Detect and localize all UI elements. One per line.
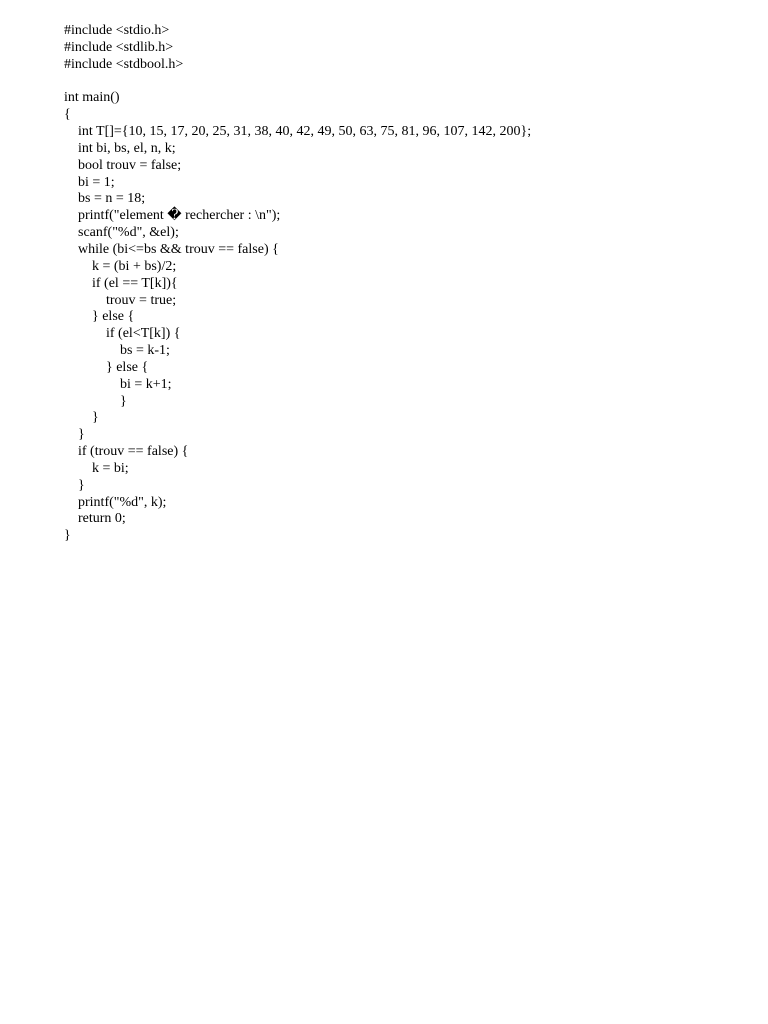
code-line-k-bi: k = bi; <box>64 460 129 476</box>
code-line-bi-assign: bi = 1; <box>64 174 115 190</box>
code-line-inner-else: } else { <box>64 359 149 375</box>
code-line-trouv-true: trouv = true; <box>64 292 177 308</box>
code-line-include-stdlib: #include <stdlib.h> <box>64 39 174 55</box>
code-line-return: return 0; <box>64 511 126 527</box>
code-line-int-declarations: int bi, bs, el, n, k; <box>64 140 176 156</box>
code-line-if-less: if (el<T[k]) { <box>64 326 181 342</box>
code-line-open-brace: { <box>64 107 71 123</box>
code-line-bool-declaration: bool trouv = false; <box>64 157 182 173</box>
code-line-blank <box>64 74 531 91</box>
code-line-close-brace: } <box>64 528 71 544</box>
code-line-array-declaration: int T[]={10, 15, 17, 20, 25, 31, 38, 40, 42, 49, 50, 63, 75, 81, 96, 107, 142, 200}; <box>64 124 532 140</box>
code-line-include-stdio: #include <stdio.h> <box>64 23 170 38</box>
code-line-close-while: } <box>64 427 85 443</box>
code-line-bs-update: bs = k-1; <box>64 343 170 359</box>
code-line-include-stdbool: #include <stdbool.h> <box>64 56 184 72</box>
code-listing <box>64 23 531 545</box>
code-line-close-if: } <box>64 477 85 493</box>
code-line-if-not-found: if (trouv == false) { <box>64 444 189 460</box>
code-line-scanf: scanf("%d", &el); <box>64 225 179 241</box>
code-line-bi-update: bi = k+1; <box>64 376 172 392</box>
code-line-else: } else { <box>64 309 135 325</box>
code-line-main-signature: int main() <box>64 90 120 106</box>
code-line-printf-prompt: printf("element � rechercher : \n"); <box>64 208 281 224</box>
code-line-bs-assign: bs = n = 18; <box>64 191 146 207</box>
code-line-while: while (bi<=bs && trouv == false) { <box>64 241 279 257</box>
code-line-printf-result: printf("%d", k); <box>64 494 167 510</box>
code-line-if-equal: if (el == T[k]){ <box>64 275 178 291</box>
code-line-close-inner-else: } <box>64 393 127 409</box>
code-line-k-middle: k = (bi + bs)/2; <box>64 258 177 274</box>
code-line-close-else: } <box>64 410 99 426</box>
